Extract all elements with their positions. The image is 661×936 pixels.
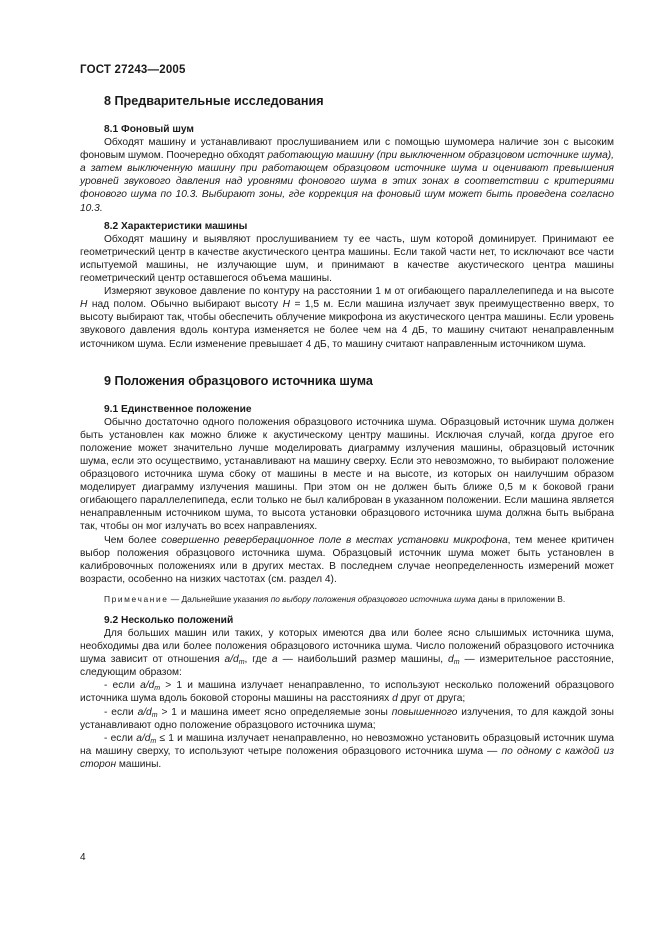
subsection-8-2-title: 8.2 Характеристики машины <box>104 220 248 232</box>
section-8-title: 8 Предварительные исследования <box>104 94 324 108</box>
paragraph: Обходят машину и выявляют прослушиванием ту ее часть, шум которой доминирует. Принимают ее геометрический центр в качестве акустического центра машины. Если такой части нет, то исключают все части испытуемой машины, не излучающие шум, и принимают в качестве акустического центра машины геометрический центр оставшегося объема машины. <box>80 233 614 285</box>
list-item: - если $a/d_m > 1$ и машина имеет ясно определяемые зоны повышенного излучения, то для каждой зоны устанавливают одно положение образцового источника шума; <box>80 706 615 731</box>
paragraph: Обычно достаточно одного положения образцового источника шума. Образцовый источник шума должен быть установлен как можно ближе к акустическому центру машины. Исключая случай, когда другое его положение может значительно лучше моделировать диаграмму излучения машины, образцовый источник шума, если это осуществимо, устанавливают на машину сверху. Если это невозможно, то выбирают положение образцового источника шума сбоку от машины в месте и на высоте, из которых он наилучшим образом моделирует диаграмму излучения машины. При этом он не должен быть ближе 0,5 м к боковой грани огибающего параллелепипеда, если только не был калиброван в указанном положении. Если машина является ненаправленным источником шума, то высота установки образцового источника шума должна быть выбрана так, чтобы он мог излучать во всех направлениях. <box>80 416 614 533</box>
subsection-9-2-title: 9.2 Несколько положений <box>104 614 234 626</box>
subsection-9-1-title: 9.1 Единственное положение <box>104 403 252 415</box>
page-number: 4 <box>80 852 86 863</box>
paragraph: Чем более совершенно реверберационное поле в местах установки микрофона, тем менее критичен выбор положения образцового источника шума. Образцовый источник шума может быть установлен в калибровочных положениях или в других местах. В последнем случае неопределенность измерений может возрасти, особенно на низких частотах (см. раздел 4). <box>80 534 614 585</box>
subsection-8-1-title: 8.1 Фоновый шум <box>104 124 194 135</box>
paragraph: Измеряют звуковое давление по контуру на расстоянии 1 м от огибающего параллелепипеда и на высоте Н над полом. Обычно выбирают высоту Н = 1,5 м. Если машина излучает звук преимущественно вверх, то высоту выбирают так, чтобы обеспечить облучение микрофона из акустического центра машины. Если уровень звукового давления вдоль контура изменяется не более чем на 4 дБ, то машину считают ненаправленным источником шума. Если изменение превышает 4 дБ, то машину считают направленным источником шума. <box>80 286 614 350</box>
list-item: - если $a/d_m > 1$ и машина излучает ненаправленно, то используют несколько положений образцового источника шума вдоль боковой стороны машины на расстояниях d друг от друга; <box>80 680 614 705</box>
paragraph: Обходят машину и устанавливают прослушиванием или с помощью шумомера наличие зон с высоким фоновым шумом. Поочередно обходят работающую машину (при выключенном образцовом источнике шума), а затем выключенную машину при работающем образцовом источнике шума и оценивают превышения уровней звукового давления над уровнями фонового шума в этих зонах в соответствии с критериями фонового шума по 10.3. Выбирают зоны, где коррекция на фоновый шум может быть проведена согласно 10.3. <box>80 137 615 214</box>
note-label: Примечание <box>104 593 169 604</box>
list-item: - если $a/d_m \le 1$ и машина излучает ненаправленно, но невозможно установить образцовый источник шума на машину сверху, то используют четыре положения образцового источника шума — по одному с каждой из сторон машины. <box>80 732 614 770</box>
document-body <box>80 86 614 771</box>
document-header: ГОСТ 27243—2005 <box>80 64 186 76</box>
note: Примечание — Дальнейшие указания по выбору положения образцового источника шума даны в приложении В. <box>104 593 566 604</box>
paragraph: Для больших машин или таких, у которых имеются два или более ясно слышимых источника шума, необходимы два или более положения образцового источника шума. Число положений образцового источника шума зависит от отношения $a/d_m$, где a — наибольший размер машины, $d_m$ — измерительное расстояние, следующим образом: <box>80 628 614 679</box>
section-9-title: 9 Положения образцового источника шума <box>104 373 373 388</box>
